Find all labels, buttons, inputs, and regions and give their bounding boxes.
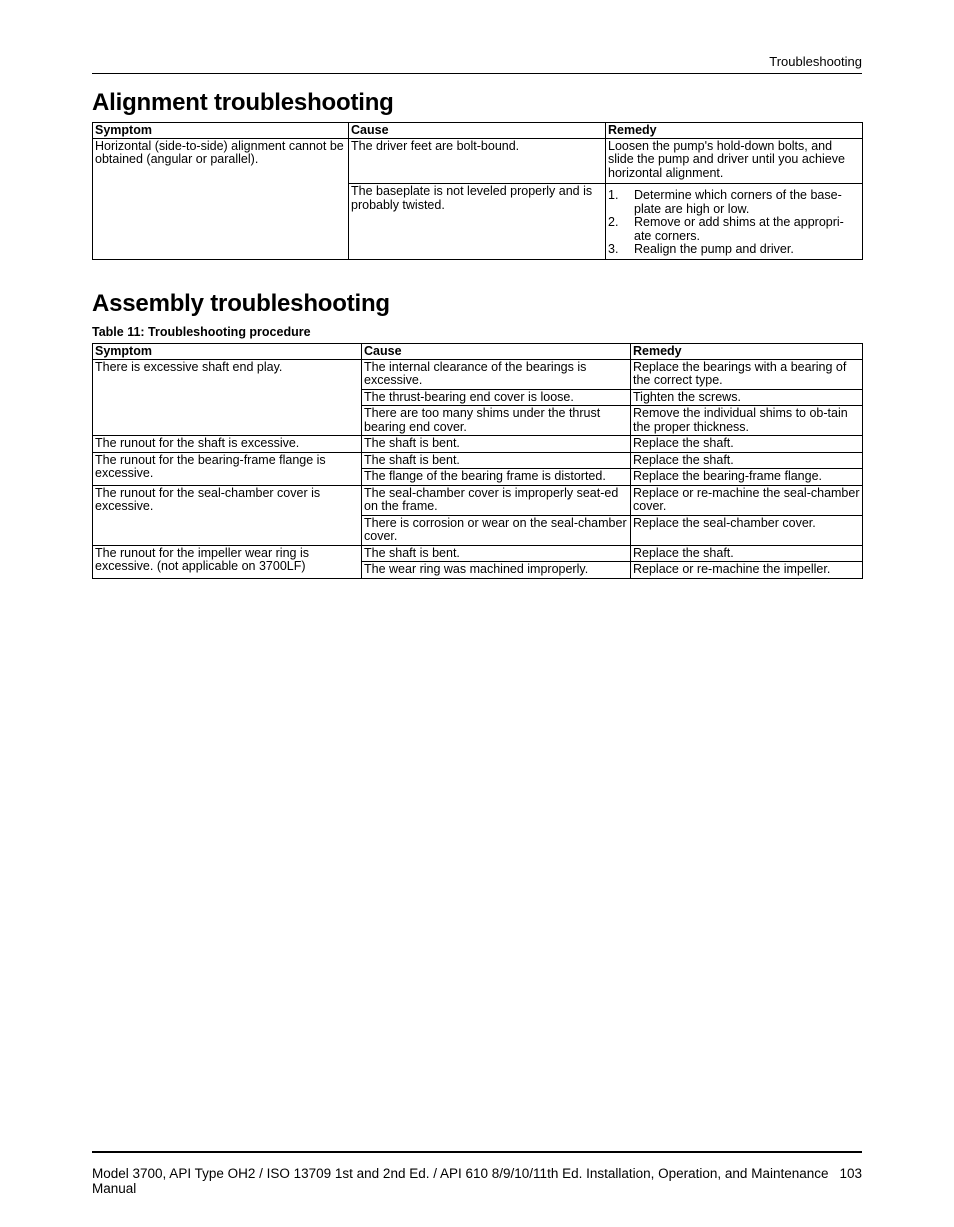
column-header-remedy: Remedy [631,344,863,360]
table-row [93,436,863,453]
table-header-row [93,344,863,360]
table-row [93,485,863,515]
header-rule [92,73,862,74]
symptom-cell: There is excessive shaft end play. [93,359,362,436]
column-header-cause: Cause [362,344,631,360]
remedy-cell: Replace or re-machine the seal-chamber cover. [631,485,863,515]
remedy-cell: Replace the shaft. [631,452,863,469]
column-header-symptom: Symptom [93,123,349,139]
remedy-cell: Tighten the screws. [631,389,863,406]
cause-cell: The shaft is bent. [362,436,631,453]
footer-manual-title: Model 3700, API Type OH2 / ISO 13709 1st and 2nd Ed. / API 610 8/9/10/11th Ed. Installation, Operation, and Maintenance Manual [92,1166,829,1196]
remedy-cell [606,184,863,260]
cause-cell: The driver feet are bolt-bound. [349,138,606,184]
cause-cell: The internal clearance of the bearings is excessive. [362,359,631,389]
list-item [608,243,860,257]
table-caption: Table 11: Troubleshooting procedure [92,325,311,339]
footer-rule [92,1151,862,1153]
table-row [93,359,863,389]
cause-cell: The baseplate is not leveled properly and is probably twisted. [349,184,606,260]
table-row [93,452,863,469]
assembly-table [92,343,863,579]
table-row [93,138,863,184]
step-text: Remove or add shims at the appropri-ate corners. [634,215,844,243]
cause-cell: There are too many shims under the thrust bearing end cover. [362,406,631,436]
cause-cell: The wear ring was machined improperly. [362,562,631,579]
remedy-cell: Replace the seal-chamber cover. [631,515,863,545]
symptom-cell: The runout for the shaft is excessive. [93,436,362,453]
symptom-cell: The runout for the seal-chamber cover is excessive. [93,485,362,545]
column-header-symptom: Symptom [93,344,362,360]
remedy-cell: Replace the bearings with a bearing of the correct type. [631,359,863,389]
alignment-heading: Alignment troubleshooting [92,89,394,116]
step-text: Determine which corners of the base-plate are high or low. [634,188,842,216]
assembly-heading: Assembly troubleshooting [92,290,390,317]
alignment-table [92,122,863,260]
page-number: 103 [839,1166,862,1181]
remedy-steps-list [608,189,860,257]
step-number: 2. [608,215,619,229]
cause-cell: The shaft is bent. [362,545,631,562]
remedy-cell: Replace the shaft. [631,545,863,562]
step-text: Realign the pump and driver. [634,242,794,256]
remedy-cell: Replace or re-machine the impeller. [631,562,863,579]
table-header-row [93,123,863,139]
column-header-remedy: Remedy [606,123,863,139]
cause-cell: The thrust-bearing end cover is loose. [362,389,631,406]
remedy-cell: Replace the shaft. [631,436,863,453]
remedy-cell: Loosen the pump's hold-down bolts, and slide the pump and driver until you achieve horizontal alignment. [606,138,863,184]
step-number: 1. [608,188,619,202]
cause-cell: The shaft is bent. [362,452,631,469]
column-header-cause: Cause [349,123,606,139]
list-item [608,216,860,243]
cause-cell: The flange of the bearing frame is distorted. [362,469,631,486]
symptom-cell: The runout for the impeller wear ring is excessive. (not applicable on 3700LF) [93,545,362,578]
symptom-cell: The runout for the bearing-frame flange is excessive. [93,452,362,485]
table-row [93,545,863,562]
symptom-cell: Horizontal (side-to-side) alignment cannot be obtained (angular or parallel). [93,138,349,259]
list-item [608,189,860,216]
cause-cell: There is corrosion or wear on the seal-chamber cover. [362,515,631,545]
step-number: 3. [608,242,619,256]
cause-cell: The seal-chamber cover is improperly seat-ed on the frame. [362,485,631,515]
remedy-cell: Replace the bearing-frame flange. [631,469,863,486]
remedy-cell: Remove the individual shims to ob-tain the proper thickness. [631,406,863,436]
running-header: Troubleshooting [769,54,862,69]
